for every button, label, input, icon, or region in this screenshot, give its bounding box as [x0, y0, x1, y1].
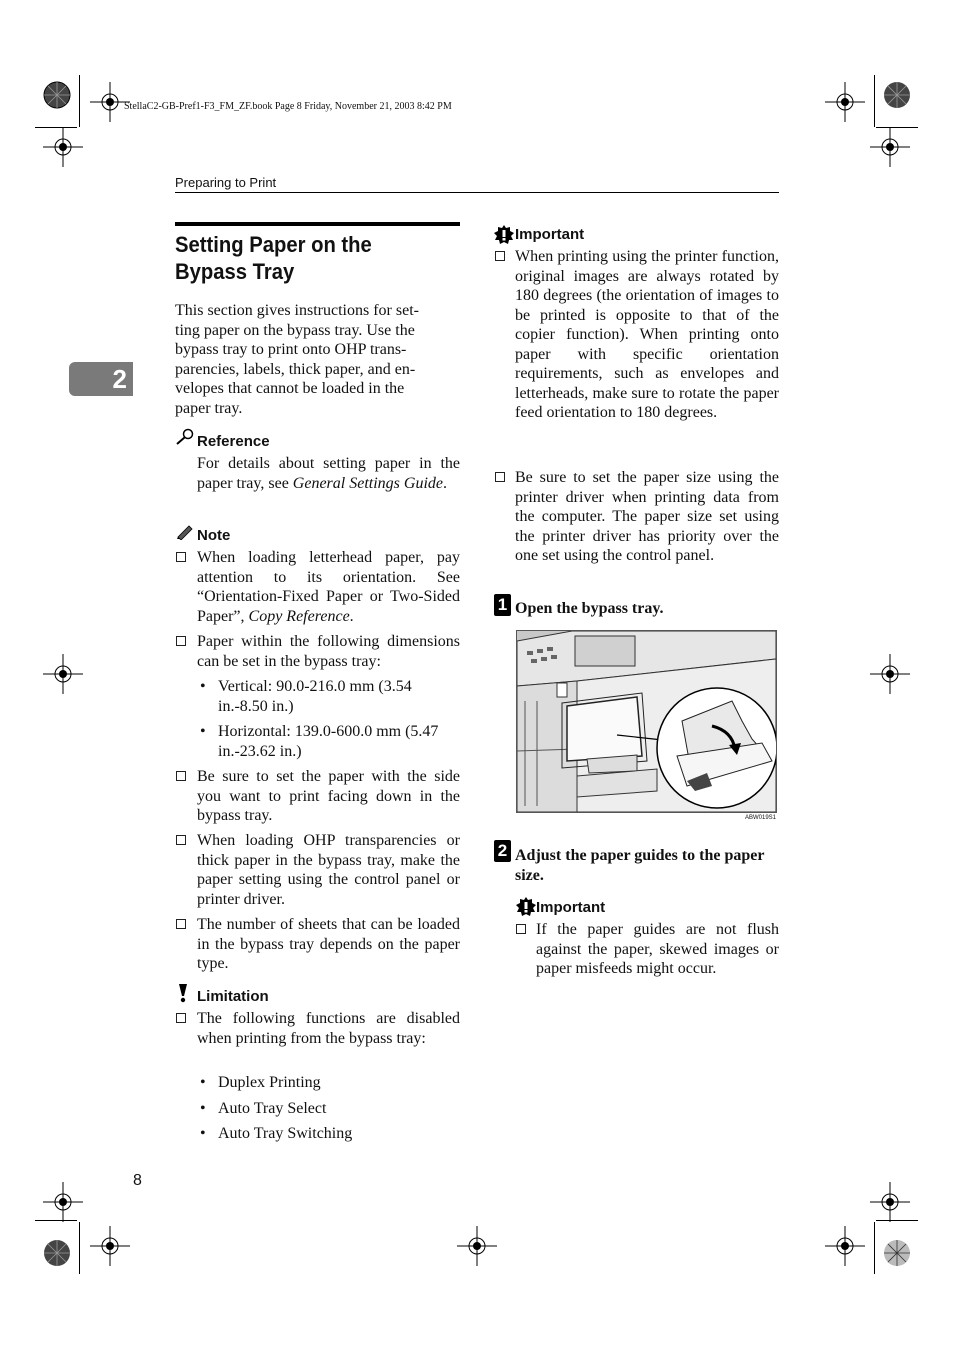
limitation-text: The following functions are disabled when printing from the bypass tray: — [197, 1010, 460, 1047]
page-number: 8 — [133, 1172, 142, 1189]
note-item: Paper within the following dimensions can be set in the bypass tray: — [197, 633, 460, 670]
printer-drawing — [517, 631, 776, 812]
important-icon — [494, 225, 514, 245]
intro-paragraph — [175, 301, 460, 418]
crosshair-icon — [43, 654, 83, 694]
intro-line: bypass tray to print onto OHP trans- — [175, 341, 407, 358]
important-item: Be sure to set the paper size using the printer driver when printing data from the computer. The paper size set using the printer driver has priority over the one set using the control panel. — [515, 469, 779, 564]
function-item: Auto Tray Switching — [218, 1125, 353, 1142]
magnifier-icon — [175, 428, 195, 446]
dimension-item: Vertical: 90.0-216.0 mm (3.54 in.-8.50 in.) — [218, 678, 412, 715]
bullet: • — [200, 1074, 206, 1091]
checkbox-icon — [176, 771, 186, 781]
book-file-line: StellaC2-GB-Pref1-F3_FM_ZF.book Page 8 Friday, November 21, 2003 8:42 PM — [124, 101, 452, 112]
note-item: The number of sheets that can be loaded in the bypass tray depends on the paper type. — [197, 916, 460, 972]
crosshair-icon — [43, 127, 83, 167]
crosshair-icon — [457, 1226, 497, 1266]
checkbox-icon — [176, 1013, 186, 1023]
registration-mark-icon — [877, 75, 917, 115]
function-item: Duplex Printing — [218, 1074, 321, 1091]
pencil-icon — [175, 523, 195, 540]
intro-line: velopes that cannot be loaded in the — [175, 380, 405, 397]
crosshair-icon — [825, 82, 865, 122]
bullet: • — [200, 1100, 206, 1117]
note-item: Be sure to set the paper with the side you want to print facing down in the bypass tray. — [197, 768, 460, 824]
checkbox-icon — [176, 636, 186, 646]
reference-text: For details about setting paper in the paper tray, see General Settings Guide. — [197, 455, 460, 492]
crosshair-icon — [43, 1182, 83, 1222]
crosshair-icon — [870, 654, 910, 694]
bullet: • — [200, 723, 206, 740]
checkbox-icon — [176, 552, 186, 562]
function-item: Auto Tray Select — [218, 1100, 327, 1117]
checkbox-icon — [176, 919, 186, 929]
step2-important-item: If the paper guides are not flush against the paper, skewed images or paper misfeeds might occur. — [536, 921, 779, 977]
checkbox-icon — [516, 924, 526, 934]
reference-heading: Reference — [197, 433, 270, 450]
step-number: 1 — [494, 594, 511, 616]
dimension-item: Horizontal: 139.0-600.0 mm (5.47 in.-23.62 in.) — [218, 723, 439, 760]
chapter-tab: 2 — [69, 362, 133, 396]
crosshair-icon — [870, 127, 910, 167]
intro-line: ting paper on the bypass tray. Use the — [175, 321, 415, 339]
bullet: • — [200, 1125, 206, 1142]
checkbox-icon — [495, 472, 505, 482]
exclamation-icon — [177, 983, 189, 1003]
crosshair-icon — [870, 1182, 910, 1222]
checkbox-icon — [495, 251, 505, 261]
section-rule — [175, 222, 460, 226]
important-item: When printing using the printer function, original images are always rotated by 180 degrees (the orientation of images to be printed is opposite to that of the copier function). When printing onto paper with specific orientation requirements, such as envelopes and letterheads, make sure to rotate the paper feed orientation to 180 degrees. — [515, 248, 779, 421]
header-rule — [175, 192, 779, 193]
checkbox-icon — [176, 835, 186, 845]
crosshair-icon — [90, 1226, 130, 1266]
section-title: Setting Paper on the Bypass Tray — [175, 232, 372, 284]
figure-code: ABW019S1 — [745, 815, 777, 821]
intro-line: parencies, labels, thick paper, and en- — [175, 360, 416, 378]
crosshair-icon — [825, 1226, 865, 1266]
limitation-heading: Limitation — [197, 988, 269, 1005]
intro-line: This section gives instructions for set- — [175, 302, 419, 319]
bullet: • — [200, 678, 206, 695]
bypass-tray-illustration — [516, 630, 777, 813]
registration-mark-icon — [877, 1233, 917, 1273]
running-head: Preparing to Print — [175, 175, 277, 190]
step-text: Open the bypass tray. — [515, 600, 664, 617]
registration-mark-icon — [37, 1233, 77, 1273]
note-item: When loading letterhead paper, pay attention to its orientation. See “Orientation-Fixed Paper or Two-Sided Paper”, Copy Reference. — [197, 549, 460, 625]
step2-important-heading: Important — [536, 899, 606, 916]
important-icon — [516, 897, 536, 917]
step-number: 2 — [494, 840, 511, 862]
registration-mark-icon — [37, 75, 77, 115]
intro-line: paper tray. — [175, 399, 243, 417]
important-heading: Important — [515, 226, 585, 243]
step-text: Adjust the paper guides to the paper size. — [515, 847, 765, 884]
note-item: When loading OHP transparencies or thick paper in the bypass tray, make the paper setting using the control panel or printer driver. — [197, 832, 460, 908]
note-heading: Note — [197, 527, 231, 544]
